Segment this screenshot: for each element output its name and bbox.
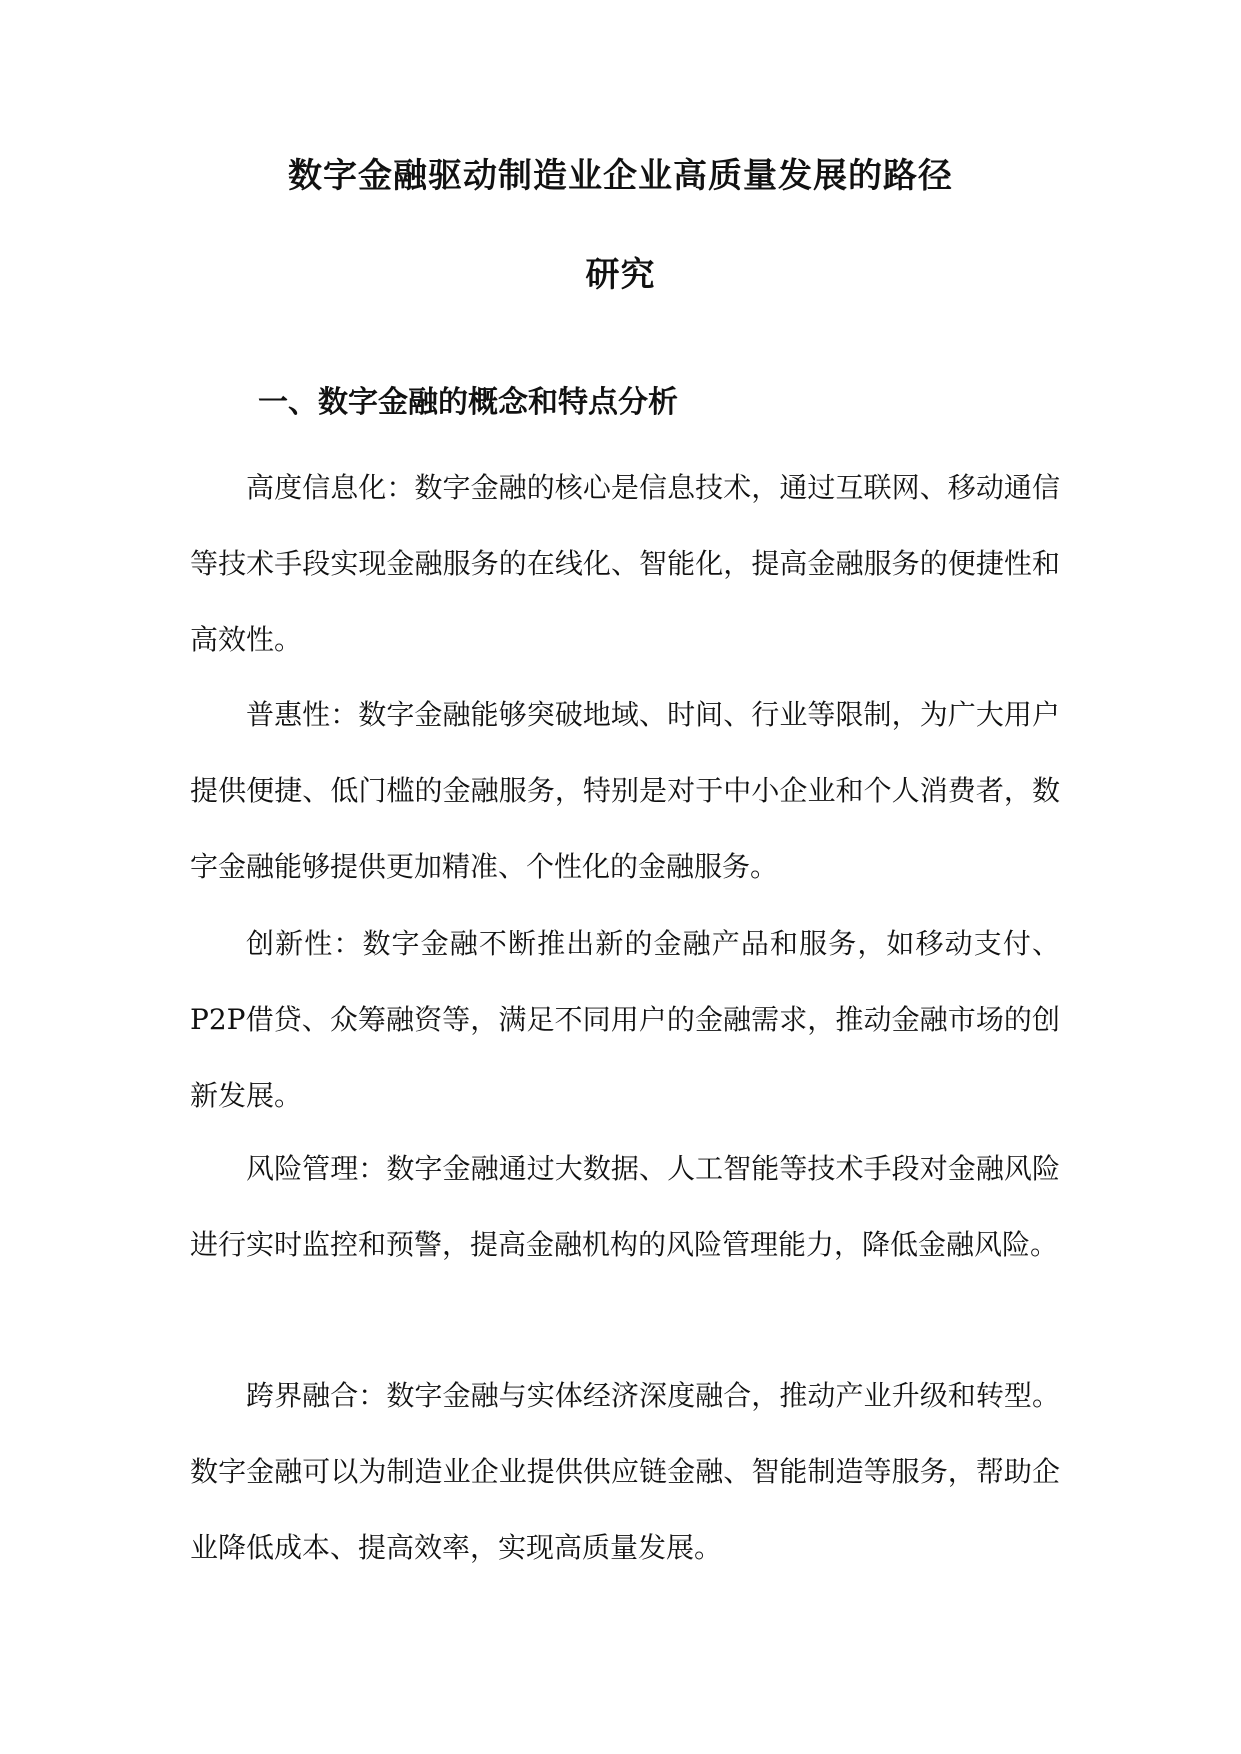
document-title-line-1: 数字金融驱动制造业企业高质量发展的路径 xyxy=(288,156,953,196)
paragraph-high-informatization: 高度信息化：数字金融的核心是信息技术，通过互联网、移动通信等技术手段实现金融服务的在线化、智能化，提高金融服务的便捷性和高效性。 xyxy=(190,471,1060,656)
paragraph-risk-management: 风险管理：数字金融通过大数据、人工智能等技术手段对金融风险进行实时监控和预警，提高金融机构的风险管理能力，降低金融风险。 xyxy=(190,1152,1060,1261)
paragraph-cross-border-integration: 跨界融合：数字金融与实体经济深度融合，推动产业升级和转型。数字金融可以为制造业企业提供供应链金融、智能制造等服务，帮助企业降低成本、提高效率，实现高质量发展。 xyxy=(190,1379,1060,1564)
paragraph-innovation: 创新性：数字金融不断推出新的金融产品和服务，如移动支付、P2P借贷、众筹融资等，满足不同用户的金融需求，推动金融市场的创新发展。 xyxy=(190,927,1060,1112)
paragraph-inclusiveness: 普惠性：数字金融能够突破地域、时间、行业等限制，为广大用户提供便捷、低门槛的金融服务，特别是对于中小企业和个人消费者，数字金融能够提供更加精准、个性化的金融服务。 xyxy=(190,698,1060,883)
section-heading: 一、数字金融的概念和特点分析 xyxy=(258,385,678,420)
document-title-line-2: 研究 xyxy=(585,255,656,295)
